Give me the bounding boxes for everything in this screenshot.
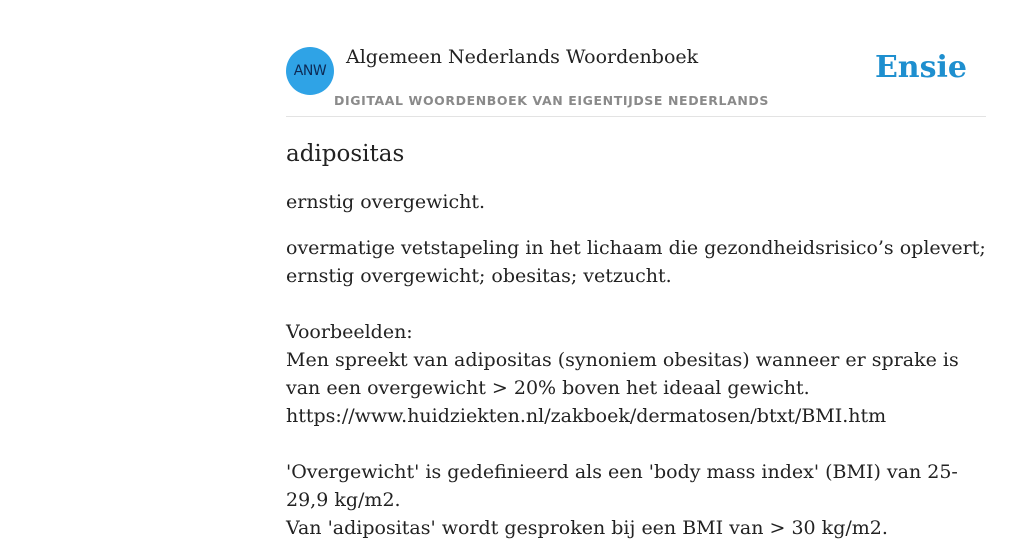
- example-text: Men spreekt van adipositas (synoniem obesitas) wanneer er sprake is van een overgewicht > 20% boven het ideaal gewicht.: [286, 349, 959, 399]
- spacer: [286, 290, 986, 318]
- definition-text: overmatige vetstapeling in het lichaam die gezondheidsrisico’s oplevert; ernstig overgewicht; obesitas; vetzucht.: [286, 237, 986, 287]
- entry-content: [286, 138, 986, 542]
- spacer: [286, 430, 986, 458]
- ensie-brand-link[interactable]: Ensie: [874, 50, 967, 85]
- example-source-link[interactable]: https://www.huidziekten.nl/zakboek/dermatosen/btxt/BMI.htm: [286, 405, 887, 427]
- example-text: Van 'adipositas' wordt gesproken bij een BMI van > 30 kg/m2.: [286, 517, 888, 539]
- examples-label: Voorbeelden:: [286, 321, 413, 343]
- logo-text: ANW: [293, 63, 327, 79]
- definition-block: [286, 234, 986, 542]
- entry-title: adipositas: [286, 141, 405, 167]
- site-header: [286, 0, 986, 117]
- site-subtitle: DIGITAAL WOORDENBOEK VAN EIGENTIJDSE NEDERLANDS: [334, 93, 770, 108]
- site-title[interactable]: Algemeen Nederlands Woordenboek: [346, 46, 699, 68]
- example-text: 'Overgewicht' is gedefinieerd als een 'body mass index' (BMI) van 25-29,9 kg/m2.: [286, 461, 958, 511]
- anw-logo[interactable]: [286, 47, 334, 95]
- short-definition: ernstig overgewicht.: [286, 191, 486, 213]
